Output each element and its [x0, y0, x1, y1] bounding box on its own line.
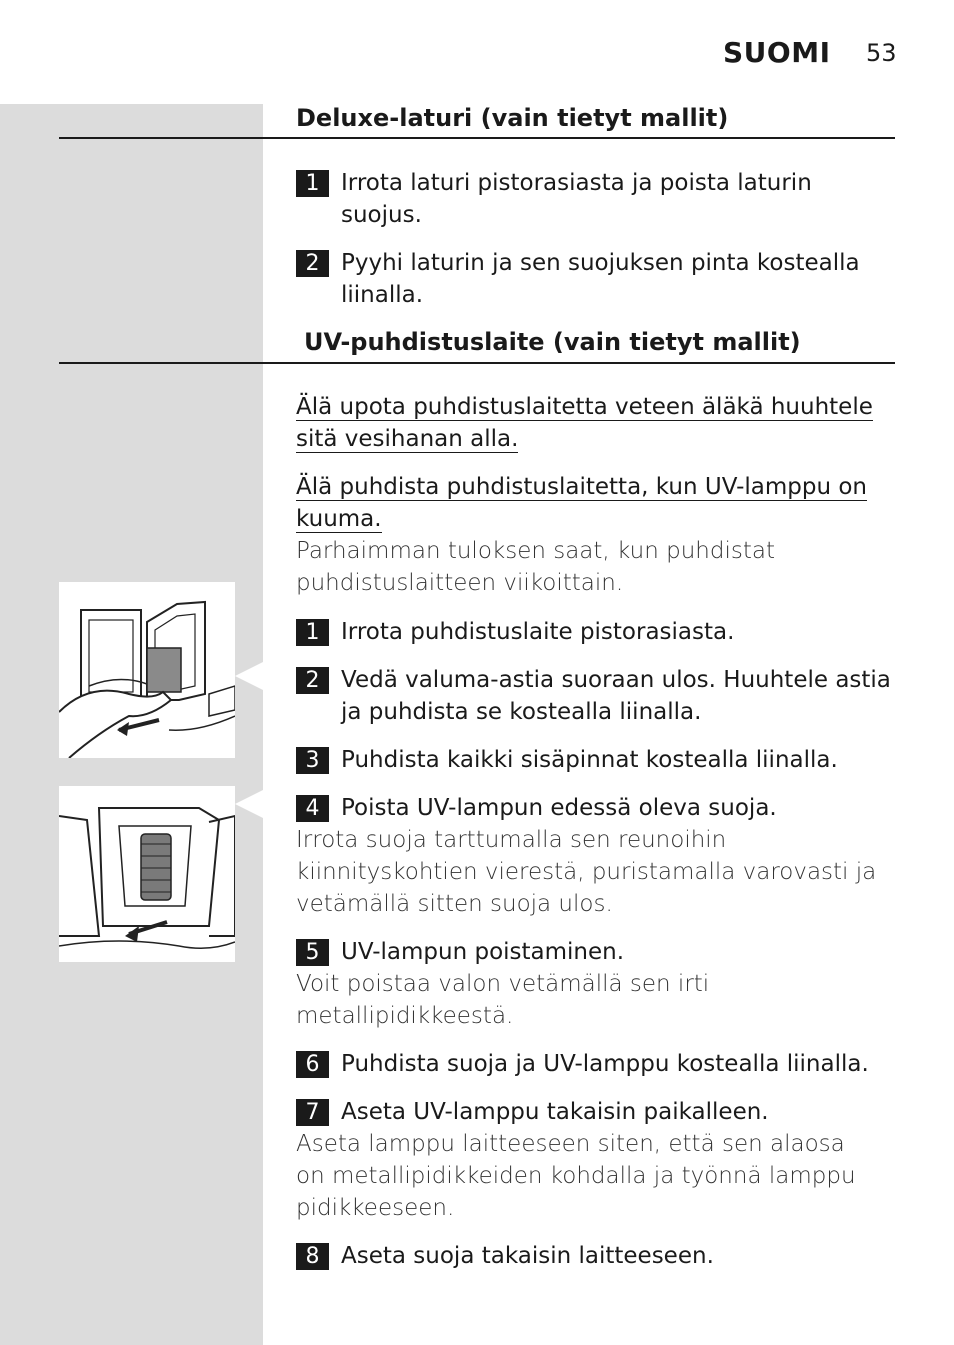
- page-number: 53: [866, 39, 897, 67]
- step-item: [296, 247, 896, 311]
- step-detail: Irrota suoja tarttumalla sen reunoihin kiinnityskohtien vierestä, puristamalla varovasti ja vetämällä sitten suoja ulos.: [296, 827, 877, 917]
- section-rule: [59, 362, 895, 364]
- section-rule: [59, 137, 895, 139]
- step-item: [296, 744, 896, 776]
- warning-text: [296, 391, 876, 455]
- step-item: [296, 664, 896, 728]
- step-number: 8: [296, 1243, 329, 1270]
- step-text: Puhdista kaikki sisäpinnat kostealla liinalla.: [341, 747, 838, 773]
- step-item: [296, 1096, 896, 1128]
- step-number: 1: [296, 170, 329, 197]
- section-title-deluxe-charger: Deluxe-laturi (vain tietyt mallit): [296, 104, 729, 132]
- tip-text: Parhaimman tuloksen saat, kun puhdistat puhdistuslaitteen viikoittain.: [296, 538, 775, 596]
- uv-lamp-illustration: [59, 786, 235, 962]
- step-text: Irrota puhdistuslaite pistorasiasta.: [341, 619, 735, 645]
- step-text: Aseta UV-lamppu takaisin paikalleen.: [341, 1099, 769, 1125]
- step-text: Poista UV-lampun edessä oleva suoja.: [341, 795, 777, 821]
- step-text: Pyyhi laturin ja sen suojuksen pinta kostealla liinalla.: [341, 250, 860, 308]
- illustration-uv-lamp: [59, 786, 235, 962]
- step-detail: Aseta lamppu laitteeseen siten, että sen alaosa on metallipidikkeiden kohdalla ja työnnä lamppu pidikkeeseen.: [296, 1131, 856, 1221]
- step-number: 2: [296, 250, 329, 277]
- section-title-uv-cleaner: UV-puhdistuslaite (vain tietyt mallit): [304, 328, 801, 356]
- illustration-drip-tray: [59, 582, 235, 758]
- step-number: 4: [296, 795, 329, 822]
- step-number: 6: [296, 1051, 329, 1078]
- step-number: 3: [296, 747, 329, 774]
- step-number: 5: [296, 939, 329, 966]
- step-item: [296, 792, 896, 824]
- drip-tray-illustration: [59, 582, 235, 758]
- step-detail: Voit poistaa valon vetämällä sen irti metallipidikkeestä.: [296, 971, 710, 1029]
- warning-1: Älä upota puhdistuslaitetta veteen äläkä huuhtele sitä vesihanan alla.: [296, 394, 873, 452]
- step-text: UV-lampun poistaminen.: [341, 939, 625, 965]
- step-number: 7: [296, 1099, 329, 1126]
- step-item: [296, 1048, 896, 1080]
- warning-2: Älä puhdista puhdistuslaitetta, kun UV-lamppu on kuuma.: [296, 474, 868, 532]
- step-item: [296, 1240, 896, 1272]
- language-header: SUOMI: [723, 36, 831, 69]
- figure-pointer: [235, 662, 263, 690]
- step-number: 2: [296, 667, 329, 694]
- step-item: [296, 167, 896, 231]
- step-text: Irrota laturi pistorasiasta ja poista laturin suojus.: [341, 170, 812, 228]
- step-text: Aseta suoja takaisin laitteeseen.: [341, 1243, 714, 1269]
- step-number: 1: [296, 619, 329, 646]
- step-item: [296, 936, 896, 968]
- warning-text: [296, 471, 876, 535]
- step-item: [296, 616, 896, 648]
- step-text: Puhdista suoja ja UV-lamppu kostealla liinalla.: [341, 1051, 869, 1077]
- figure-pointer: [235, 790, 263, 818]
- step-text: Vedä valuma-astia suoraan ulos. Huuhtele astia ja puhdista se kostealla liinalla.: [341, 667, 891, 725]
